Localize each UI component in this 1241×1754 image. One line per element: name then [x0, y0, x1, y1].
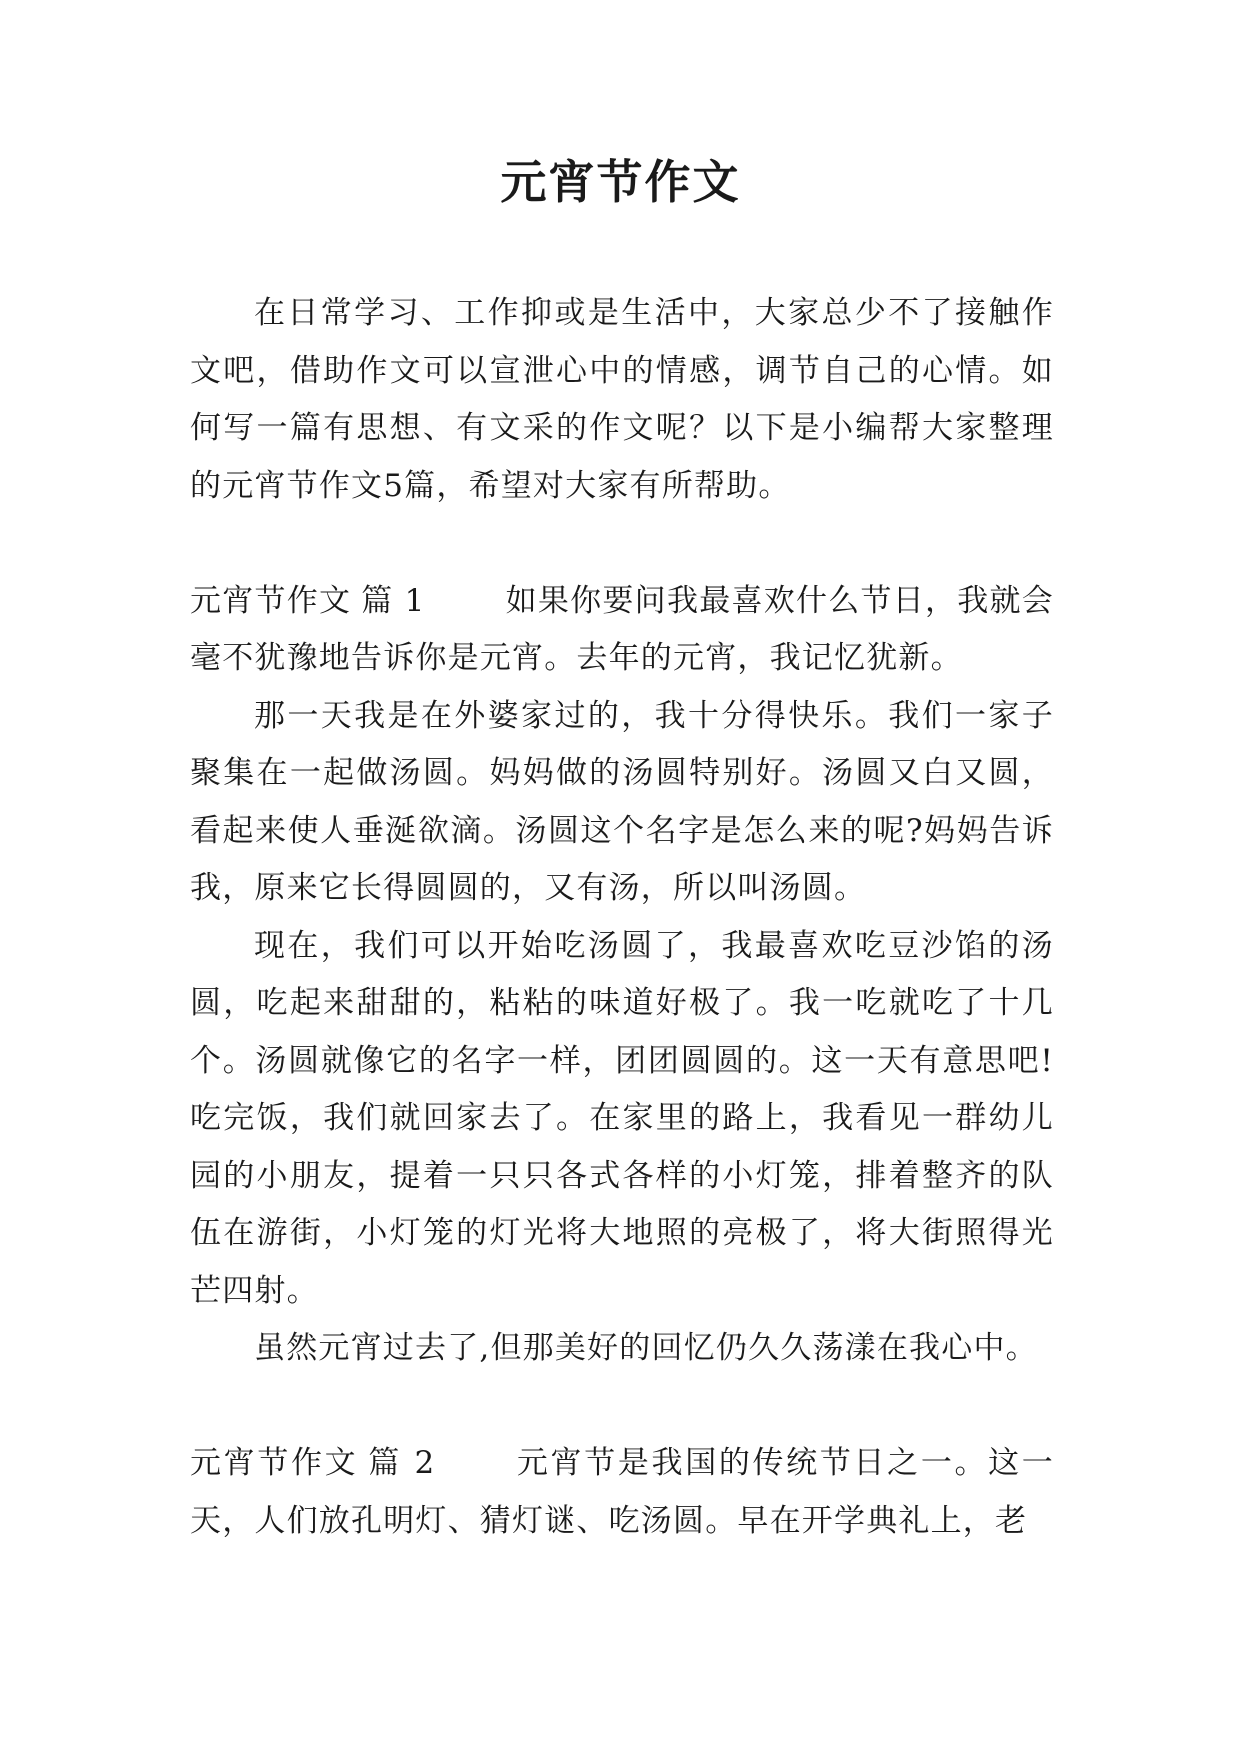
essay-1-label: 元宵节作文 — [190, 582, 352, 619]
essay-1-first-line: 如果你要问我最喜欢什么节日，我就会毫不犹豫地告诉你是元宵。去年的元宵，我记忆犹新。 — [190, 582, 1054, 676]
document-body — [190, 285, 1054, 1550]
essay-1-paragraph-2: 现在，我们可以开始吃汤圆了，我最喜欢吃豆沙馅的汤圆，吃起来甜甜的，粘粘的味道好极了。我一吃就吃了十几个。汤圆就像它的名字一样，团团圆圆的。这一天有意思吧!吃完饭，我们就回家去了。在家里的路上，我看见一群幼儿园的小朋友，提着一只只各式各样的小灯笼，排着整齐的队伍在游街，小灯笼的灯光将大地照的亮极了，将大街照得光芒四射。 — [190, 927, 1054, 1309]
paragraph-gap — [190, 515, 1054, 573]
paragraph-gap — [190, 1378, 1054, 1436]
essay-1-paragraph-1: 那一天我是在外婆家过的，我十分得快乐。我们一家子聚集在一起做汤圆。妈妈做的汤圆特别好。汤圆又白又圆，看起来使人垂涎欲滴。汤圆这个名字是怎么来的呢?妈妈告诉我，原来它长得圆圆的，又有汤，所以叫汤圆。 — [190, 697, 1054, 906]
essay-2-number: 篇 2 — [368, 1445, 436, 1481]
intro-paragraph: 在日常学习、工作抑或是生活中，大家总少不了接触作文吧，借助作文可以宣泄心中的情感，调节自己的心情。如何写一篇有思想、有文采的作文呢？以下是小编帮大家整理的元宵节作文5篇，希望对大家有所帮助。 — [190, 295, 1054, 504]
essay-1-number: 篇 1 — [361, 582, 426, 619]
essay-2-first-line: 元宵节是我国的传统节日之一。这一天，人们放孔明灯、猜灯谜、吃汤圆。早在开学典礼上，老 — [190, 1445, 1055, 1539]
document-title: 元宵节作文 — [500, 155, 741, 209]
essay-1-paragraph-3: 虽然元宵过去了,但那美好的回忆仍久久荡漾在我心中。 — [254, 1330, 1038, 1366]
essay-1-opening — [190, 573, 1054, 688]
essay-2-opening — [190, 1435, 1054, 1550]
essay-2-label: 元宵节作文 — [190, 1445, 359, 1481]
